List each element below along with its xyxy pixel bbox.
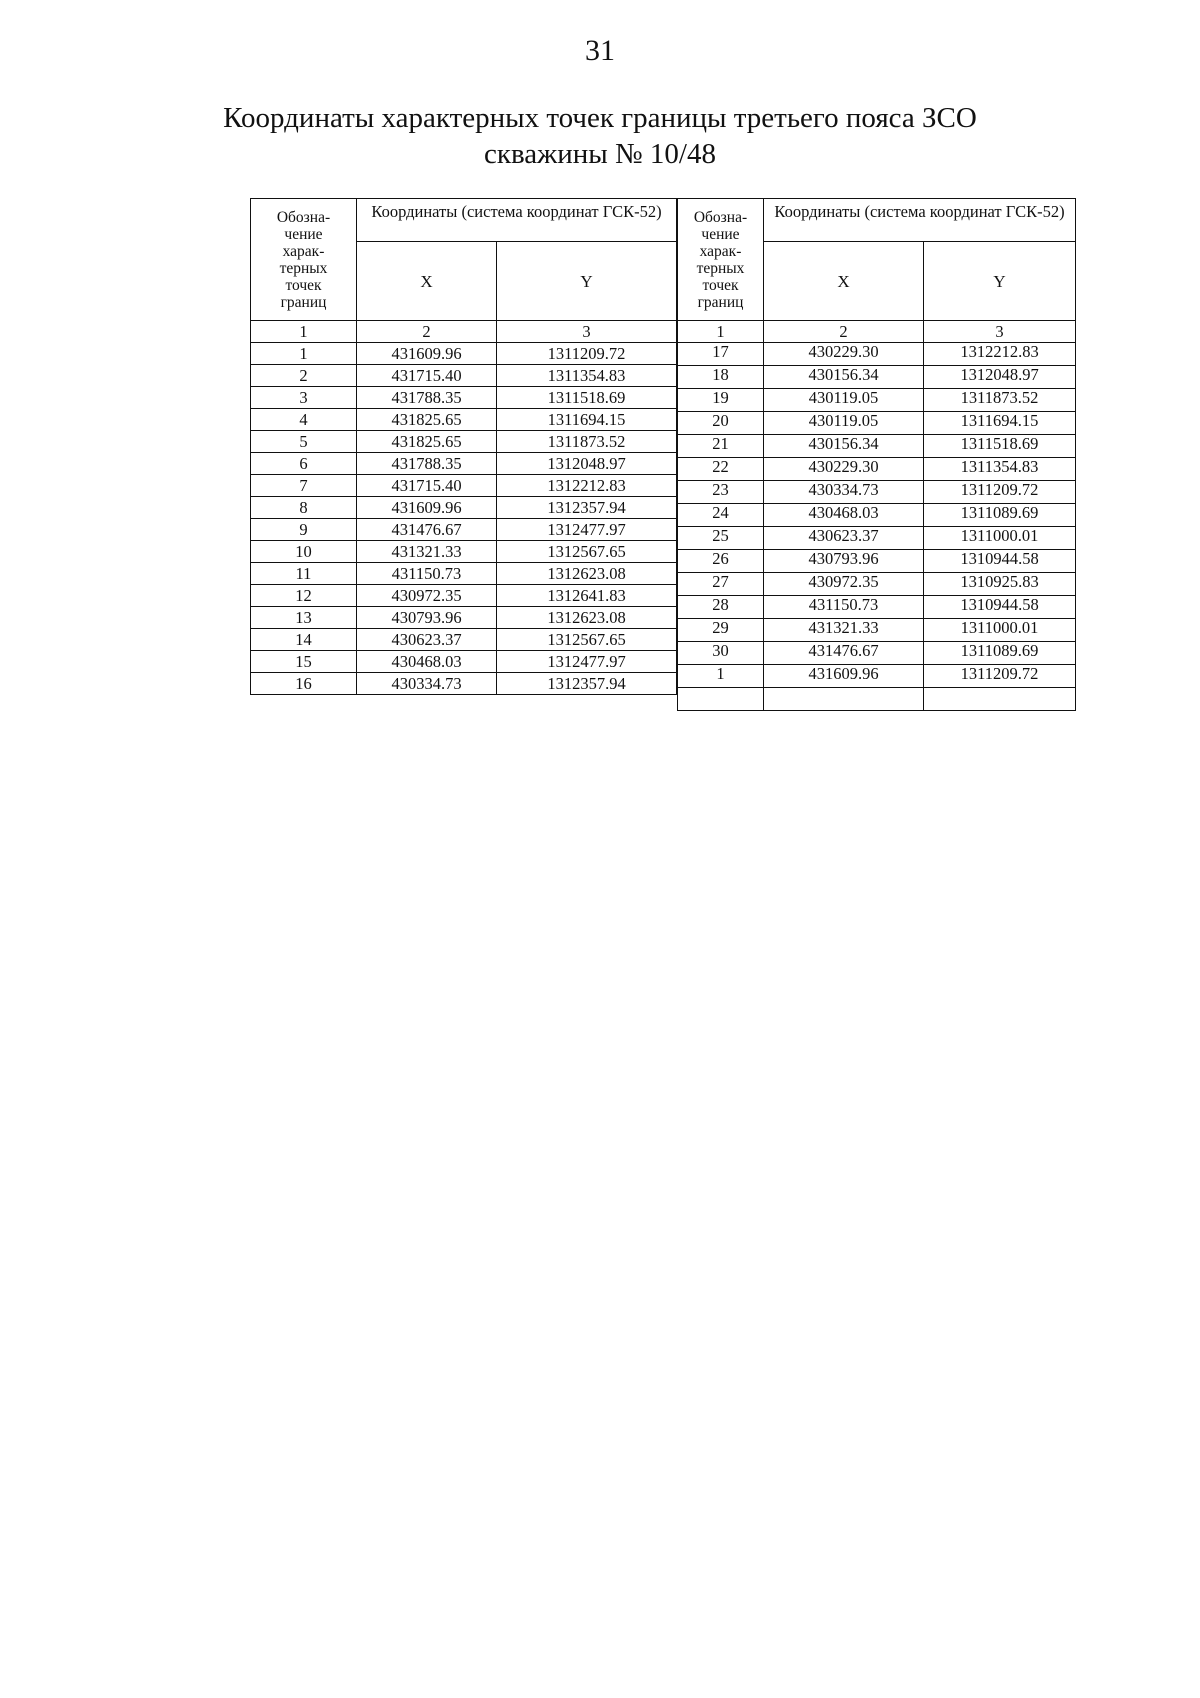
x-coordinate-cell: 431715.40 [357, 365, 497, 387]
coord-system-header: Координаты (система координат ГСК-52) [357, 199, 677, 242]
point-number-cell: 25 [678, 527, 764, 550]
table-row [678, 435, 1076, 458]
y-coordinate-cell: 1311209.72 [497, 343, 677, 365]
table-row [678, 366, 1076, 389]
x-coordinate-cell: 431715.40 [357, 475, 497, 497]
point-number-cell: 1 [251, 343, 357, 365]
x-coordinate-cell: 430334.73 [764, 481, 924, 504]
x-coordinate-cell: 431321.33 [764, 619, 924, 642]
y-coordinate-cell [924, 688, 1076, 711]
table-row [678, 550, 1076, 573]
point-number-cell: 28 [678, 596, 764, 619]
designation-header-line: точек [285, 276, 322, 294]
table-row [251, 497, 677, 519]
point-number-cell: 18 [678, 366, 764, 389]
x-coordinate-cell: 431476.67 [764, 642, 924, 665]
coordinates-tables [250, 198, 1076, 711]
x-coordinate-cell: 431321.33 [357, 541, 497, 563]
y-coordinate-cell: 1311873.52 [497, 431, 677, 453]
y-coordinate-cell: 1312641.83 [497, 585, 677, 607]
right-table-body [678, 343, 1076, 711]
x-coordinate-cell: 431609.96 [764, 665, 924, 688]
y-coordinate-cell: 1310925.83 [924, 573, 1076, 596]
point-number-cell: 23 [678, 481, 764, 504]
point-number-cell: 16 [251, 673, 357, 695]
y-coordinate-cell: 1311518.69 [924, 435, 1076, 458]
x-coordinate-cell: 431788.35 [357, 453, 497, 475]
table-row [678, 619, 1076, 642]
y-coordinate-cell: 1311089.69 [924, 642, 1076, 665]
y-coordinate-cell: 1312567.65 [497, 541, 677, 563]
title-line-2: скважины № 10/48 [484, 138, 716, 170]
point-number-cell: 6 [251, 453, 357, 475]
y-coordinate-cell: 1312048.97 [924, 366, 1076, 389]
y-coordinate-cell: 1312357.94 [497, 497, 677, 519]
x-coordinate-cell: 430229.30 [764, 458, 924, 481]
x-header: X [764, 242, 924, 321]
point-number-cell: 2 [251, 365, 357, 387]
table-row [251, 343, 677, 365]
point-number-cell: 22 [678, 458, 764, 481]
y-coordinate-cell: 1312048.97 [497, 453, 677, 475]
y-coordinate-cell: 1312623.08 [497, 607, 677, 629]
table-row [678, 573, 1076, 596]
point-number-cell: 4 [251, 409, 357, 431]
table-row [678, 527, 1076, 550]
table-row [251, 585, 677, 607]
designation-header-line: Обозна- [276, 208, 331, 226]
table-row [678, 458, 1076, 481]
point-number-cell: 27 [678, 573, 764, 596]
y-coordinate-cell: 1311873.52 [924, 389, 1076, 412]
x-coordinate-cell: 431150.73 [357, 563, 497, 585]
point-number-cell: 8 [251, 497, 357, 519]
y-coordinate-cell: 1310944.58 [924, 596, 1076, 619]
x-coordinate-cell: 431609.96 [357, 343, 497, 365]
table-row [678, 389, 1076, 412]
x-coordinate-cell: 430334.73 [357, 673, 497, 695]
x-coordinate-cell: 431150.73 [764, 596, 924, 619]
table-row [251, 651, 677, 673]
x-coordinate-cell: 431609.96 [357, 497, 497, 519]
point-number-cell: 29 [678, 619, 764, 642]
designation-header-line: точек [702, 276, 739, 294]
y-coordinate-cell: 1311209.72 [924, 665, 1076, 688]
table-row [251, 431, 677, 453]
table-row [251, 409, 677, 431]
point-number-cell: 24 [678, 504, 764, 527]
x-coordinate-cell: 430468.03 [357, 651, 497, 673]
x-coordinate-cell: 430793.96 [764, 550, 924, 573]
point-number-cell: 5 [251, 431, 357, 453]
point-number-cell [678, 688, 764, 711]
x-coordinate-cell: 430793.96 [357, 607, 497, 629]
point-number-cell: 9 [251, 519, 357, 541]
column-number: 1 [678, 321, 764, 343]
table-row [251, 453, 677, 475]
y-coordinate-cell: 1311000.01 [924, 527, 1076, 550]
y-coordinate-cell: 1310944.58 [924, 550, 1076, 573]
table-row [678, 688, 1076, 711]
x-coordinate-cell: 431825.65 [357, 409, 497, 431]
table-row [678, 412, 1076, 435]
page-number: 31 [585, 34, 615, 67]
x-coordinate-cell: 430156.34 [764, 435, 924, 458]
table-row [678, 343, 1076, 366]
designation-header-line: терных [279, 259, 328, 277]
title-line-1: Координаты характерных точек границы третьего пояса ЗСО [223, 102, 977, 134]
y-header: Y [924, 242, 1076, 321]
table-row [678, 596, 1076, 619]
point-number-cell: 15 [251, 651, 357, 673]
table-row [251, 519, 677, 541]
x-header: X [357, 242, 497, 321]
point-number-cell: 17 [678, 343, 764, 366]
x-coordinate-cell: 430468.03 [764, 504, 924, 527]
table-row [251, 629, 677, 651]
coordinates-table-right [677, 198, 1076, 711]
x-coordinate-cell: 430229.30 [764, 343, 924, 366]
table-row [251, 387, 677, 409]
designation-header [251, 199, 357, 321]
document-title [0, 100, 1200, 172]
point-number-cell: 3 [251, 387, 357, 409]
designation-header-line: харак- [699, 242, 742, 260]
x-coordinate-cell: 430972.35 [764, 573, 924, 596]
coordinates-table-left [250, 198, 677, 695]
designation-header-line: границ [697, 293, 744, 311]
y-coordinate-cell: 1312477.97 [497, 519, 677, 541]
left-table-body [251, 343, 677, 695]
x-coordinate-cell: 431788.35 [357, 387, 497, 409]
point-number-cell: 19 [678, 389, 764, 412]
point-number-cell: 13 [251, 607, 357, 629]
y-coordinate-cell: 1312567.65 [497, 629, 677, 651]
y-coordinate-cell: 1311354.83 [497, 365, 677, 387]
point-number-cell: 10 [251, 541, 357, 563]
designation-header-line: границ [280, 293, 327, 311]
y-coordinate-cell: 1311354.83 [924, 458, 1076, 481]
column-number: 3 [497, 321, 677, 343]
table-row [251, 475, 677, 497]
x-coordinate-cell: 430972.35 [357, 585, 497, 607]
table-row [251, 607, 677, 629]
table-row [678, 642, 1076, 665]
x-coordinate-cell: 430119.05 [764, 389, 924, 412]
y-coordinate-cell: 1311000.01 [924, 619, 1076, 642]
x-coordinate-cell [764, 688, 924, 711]
x-coordinate-cell: 430119.05 [764, 412, 924, 435]
table-row [251, 563, 677, 585]
designation-header [678, 199, 764, 321]
y-coordinate-cell: 1311209.72 [924, 481, 1076, 504]
table-row [678, 481, 1076, 504]
y-coordinate-cell: 1312477.97 [497, 651, 677, 673]
designation-header-line: Обозна- [693, 208, 748, 226]
table-row [251, 673, 677, 695]
column-number: 3 [924, 321, 1076, 343]
y-coordinate-cell: 1311694.15 [924, 412, 1076, 435]
y-header: Y [497, 242, 677, 321]
point-number-cell: 14 [251, 629, 357, 651]
column-number: 1 [251, 321, 357, 343]
column-number: 2 [764, 321, 924, 343]
table-row [678, 504, 1076, 527]
designation-header-line: харак- [282, 242, 325, 260]
point-number-cell: 7 [251, 475, 357, 497]
point-number-cell: 30 [678, 642, 764, 665]
point-number-cell: 26 [678, 550, 764, 573]
point-number-cell: 11 [251, 563, 357, 585]
y-coordinate-cell: 1312623.08 [497, 563, 677, 585]
x-coordinate-cell: 431476.67 [357, 519, 497, 541]
x-coordinate-cell: 430623.37 [764, 527, 924, 550]
y-coordinate-cell: 1311694.15 [497, 409, 677, 431]
x-coordinate-cell: 431825.65 [357, 431, 497, 453]
x-coordinate-cell: 430623.37 [357, 629, 497, 651]
point-number-cell: 21 [678, 435, 764, 458]
y-coordinate-cell: 1312212.83 [497, 475, 677, 497]
table-row [251, 541, 677, 563]
designation-header-line: чение [701, 225, 740, 243]
y-coordinate-cell: 1311518.69 [497, 387, 677, 409]
y-coordinate-cell: 1311089.69 [924, 504, 1076, 527]
y-coordinate-cell: 1312212.83 [924, 343, 1076, 366]
coord-system-header: Координаты (система координат ГСК-52) [764, 199, 1076, 242]
designation-header-line: терных [696, 259, 745, 277]
y-coordinate-cell: 1312357.94 [497, 673, 677, 695]
table-row [678, 665, 1076, 688]
point-number-cell: 12 [251, 585, 357, 607]
designation-header-line: чение [284, 225, 323, 243]
table-row [251, 365, 677, 387]
column-number: 2 [357, 321, 497, 343]
point-number-cell: 20 [678, 412, 764, 435]
point-number-cell: 1 [678, 665, 764, 688]
x-coordinate-cell: 430156.34 [764, 366, 924, 389]
